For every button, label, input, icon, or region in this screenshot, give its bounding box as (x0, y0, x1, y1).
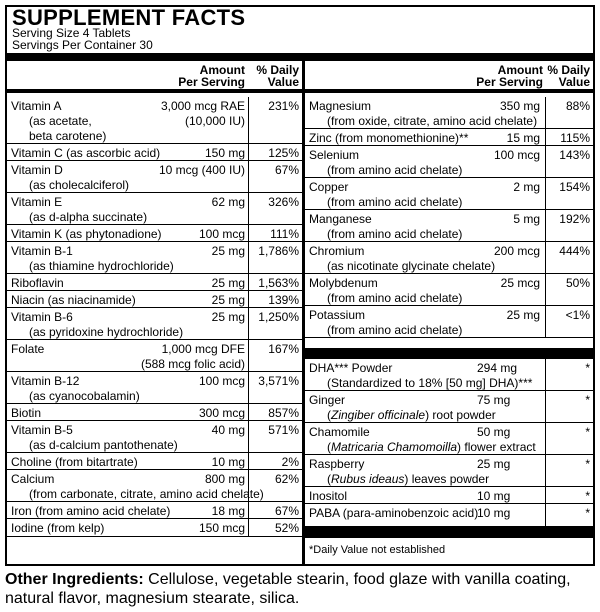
daily-value: * (585, 489, 590, 503)
nutrient-source: (from oxide, citrate, amino acid chelate) (327, 114, 538, 128)
nutrient-name: Selenium (309, 148, 360, 162)
nutrient-source: (from amino acid chelate) (327, 195, 463, 209)
amount-per-serving: 350 mg (499, 99, 540, 113)
source-text: ) root powder (425, 408, 496, 422)
dv-separator (248, 340, 249, 371)
nutrient-row (7, 274, 302, 291)
nutrient-name: PABA (para-aminobenzoic acid) (309, 506, 479, 520)
nutrient-row (305, 504, 593, 527)
nutrient-row (305, 210, 593, 242)
nutrient-name: Calcium (11, 472, 55, 486)
amount-per-serving: 300 mcg (198, 406, 245, 420)
other-ingredients-label: Other Ingredients: (5, 571, 144, 588)
amount-per-serving: 100 mcg (493, 148, 540, 162)
nutrient-name: Molybdenum (309, 276, 378, 290)
nutrient-name: Raspberry (309, 457, 365, 471)
amount-per-serving: 3,000 mcg RAE (160, 99, 245, 113)
nutrient-name: Niacin (as niacinamide) (11, 293, 136, 307)
supplement-facts-panel (5, 5, 595, 566)
nutrient-name: Vitamin B-5 (11, 423, 73, 437)
dv-separator (545, 455, 546, 486)
nutrient-row (7, 502, 302, 519)
dv-separator (248, 291, 249, 307)
botanical-name: Rubus ideaus (331, 472, 405, 486)
nutrient-source: (as cholecalciferol) (29, 178, 130, 192)
nutrient-row (7, 242, 302, 274)
dv-separator (248, 193, 249, 224)
right-nutrient-column (305, 61, 593, 564)
daily-value: 3,571% (258, 374, 299, 388)
nutrient-source: (Rubus ideaus) leaves powder (327, 472, 490, 486)
dv-separator (248, 308, 249, 339)
dv-separator (248, 502, 249, 518)
other-ingredients-text: Cellulose, vegetable stearin, food glaze with vanilla coating, natural flavor, magnesium stearate, silica. (5, 571, 571, 607)
right-column-header (305, 61, 593, 93)
daily-value: * (585, 393, 590, 407)
nutrient-name: Vitamin E (11, 195, 63, 209)
nutrient-row (305, 178, 593, 210)
amount-equivalent: (10,000 IU) (184, 114, 245, 128)
amount-per-serving: 150 mcg (198, 521, 245, 535)
servings-per-container: Servings Per Container 30 (12, 38, 153, 52)
nutrient-name: Vitamin K (as phytonadione) (11, 227, 162, 241)
nutrient-name: Riboflavin (11, 276, 64, 290)
daily-value: 88% (565, 99, 590, 113)
daily-value: 192% (559, 212, 590, 226)
daily-value: 231% (268, 99, 299, 113)
amount-per-serving: 25 mg (211, 310, 245, 324)
left-column-header (7, 61, 302, 93)
dv-separator (545, 487, 546, 503)
amount-equivalent: (588 mcg folic acid) (140, 357, 245, 371)
dv-separator (248, 421, 249, 452)
nutrient-row (7, 97, 302, 144)
dv-separator (545, 242, 546, 273)
nutrient-row (305, 455, 593, 487)
panel-title: SUPPLEMENT FACTS (12, 5, 246, 30)
nutrient-row (7, 340, 302, 372)
nutrient-row (7, 161, 302, 193)
nutrient-source: (Matricaria Chamomoilla) flower extract (327, 440, 536, 454)
nutrient-row (7, 372, 302, 404)
daily-value: 857% (268, 406, 299, 420)
amount-per-serving: 62 mg (211, 195, 245, 209)
nutrient-name: Magnesium (309, 99, 372, 113)
nutrient-name: Chamomile (309, 425, 370, 439)
botanical-name: Matricaria Chamomoilla (331, 440, 458, 454)
daily-value: 444% (559, 244, 590, 258)
amount-per-serving: 40 mg (211, 423, 245, 437)
nutrient-name: Potassium (309, 308, 366, 322)
amount-per-serving: 1,000 mcg DFE (161, 342, 245, 356)
daily-value: 67% (274, 504, 299, 518)
amount-header: Amount Per Serving (178, 63, 245, 89)
daily-value: 111% (270, 227, 299, 241)
nutrient-row (305, 146, 593, 178)
daily-value: 52% (274, 521, 299, 535)
nutrient-row (7, 404, 302, 421)
nutrient-name: Vitamin C (as ascorbic acid) (11, 146, 161, 160)
nutrient-row (7, 519, 302, 537)
nutrient-row (7, 193, 302, 225)
nutrient-row (305, 242, 593, 274)
dv-separator (248, 274, 249, 290)
nutrient-name: Vitamin B-12 (11, 374, 80, 388)
nutrient-row (7, 291, 302, 308)
nutrient-row (305, 129, 593, 146)
dv-separator (545, 146, 546, 177)
nutrient-row (7, 470, 302, 502)
dv-separator (545, 178, 546, 209)
serving-size: Serving Size 4 Tablets (12, 26, 131, 40)
nutrient-row (305, 97, 593, 129)
nutrient-row (7, 308, 302, 340)
nutrient-source: (as d-calcium pantothenate) (29, 438, 178, 452)
amount-per-serving: 5 mg (513, 212, 540, 226)
nutrient-row (7, 453, 302, 470)
nutrient-source: (from carbonate, citrate, amino acid chelate) (29, 487, 264, 501)
nutrient-name: Zinc (from monomethionine)** (309, 131, 469, 145)
bottom-divider-bar (305, 527, 593, 538)
nutrient-name: DHA*** Powder (309, 361, 393, 375)
dv-separator (545, 423, 546, 454)
nutrient-name: Vitamin A (11, 99, 62, 113)
amount-per-serving: 25 mg (506, 308, 540, 322)
source-text: ) leaves powder (404, 472, 490, 486)
source-text: ) flower extract (457, 440, 536, 454)
nutrient-name: Vitamin B-6 (11, 310, 73, 324)
dv-separator (248, 519, 249, 536)
amount-per-serving: 2 mg (513, 180, 540, 194)
dv-separator (545, 359, 546, 390)
dv-separator (545, 210, 546, 241)
dv-separator (248, 225, 249, 241)
dv-separator (545, 274, 546, 305)
nutrient-source: (Zingiber officinale) root powder (327, 408, 496, 422)
top-divider-bar (7, 53, 593, 61)
nutrient-source: (as pyridoxine hydrochloride) (29, 325, 184, 339)
nutrient-name: Folate (11, 342, 45, 356)
footnote: *Daily Value not established (309, 544, 446, 556)
nutrient-row (305, 359, 593, 391)
nutrient-name: Iodine (from kelp) (11, 521, 105, 535)
daily-value: 326% (268, 195, 299, 209)
daily-value: <1% (565, 308, 590, 322)
daily-value: 67% (274, 163, 299, 177)
dv-separator (545, 129, 546, 145)
amount-per-serving: 800 mg (204, 472, 245, 486)
daily-value: 62% (274, 472, 299, 486)
nutrient-row (305, 274, 593, 306)
nutrient-name: Biotin (11, 406, 42, 420)
dv-separator (545, 97, 546, 128)
daily-value: 1,786% (258, 244, 299, 258)
daily-value: 50% (565, 276, 590, 290)
dv-separator (248, 144, 249, 160)
amount-per-serving: 10 mg (477, 489, 511, 503)
nutrient-name: Ginger (309, 393, 346, 407)
other-ingredients (5, 570, 595, 608)
nutrient-source: (as d-alpha succinate) (29, 210, 148, 224)
nutrient-name: Inositol (309, 489, 348, 503)
nutrient-name: Chromium (309, 244, 365, 258)
daily-value: 139% (268, 293, 299, 307)
amount-per-serving: 294 mg (477, 361, 518, 375)
daily-value: * (585, 361, 590, 375)
daily-value: 1,563% (258, 276, 299, 290)
amount-per-serving: 100 mcg (198, 374, 245, 388)
nutrient-source: (as cyanocobalamin) (29, 389, 140, 403)
nutrient-source: (from amino acid chelate) (327, 323, 463, 337)
nutrient-row (7, 144, 302, 161)
nutrient-row (305, 391, 593, 423)
nutrient-name: Copper (309, 180, 349, 194)
daily-value-header: % Daily Value (547, 63, 590, 89)
nutrient-name: Vitamin B-1 (11, 244, 73, 258)
amount-per-serving: 150 mg (204, 146, 245, 160)
daily-value: 143% (559, 148, 590, 162)
daily-value: 115% (560, 131, 590, 145)
dv-separator (545, 391, 546, 422)
left-nutrient-column (7, 61, 302, 564)
amount-per-serving: 10 mcg (400 IU) (158, 163, 245, 177)
nutrient-name: Manganese (309, 212, 372, 226)
amount-per-serving: 25 mg (211, 244, 245, 258)
nutrient-source: (as acetate, (29, 114, 92, 128)
botanical-name: Zingiber officinale (331, 408, 426, 422)
nutrient-row (305, 423, 593, 455)
daily-value-header: % Daily Value (256, 63, 299, 89)
nutrient-source: (as thiamine hydrochloride) (29, 259, 174, 273)
daily-value: 1,250% (258, 310, 299, 324)
daily-value: * (585, 425, 590, 439)
nutrient-name: Choline (from bitartrate) (11, 455, 138, 469)
daily-value: 154% (559, 180, 590, 194)
nutrient-source: (from amino acid chelate) (327, 291, 463, 305)
amount-header: Amount Per Serving (476, 63, 543, 89)
daily-value: 571% (268, 423, 299, 437)
dv-separator (248, 404, 249, 420)
nutrient-source-cont: beta carotene) (29, 129, 107, 143)
amount-per-serving: 100 mcg (198, 227, 245, 241)
nutrient-row (305, 306, 593, 338)
amount-per-serving: 25 mg (211, 276, 245, 290)
nutrient-row (7, 225, 302, 242)
amount-per-serving: 75 mg (477, 393, 511, 407)
mid-divider-bar (305, 348, 593, 359)
dv-separator (248, 453, 249, 469)
dv-separator (248, 372, 249, 403)
amount-per-serving: 200 mcg (493, 244, 540, 258)
daily-value: 167% (268, 342, 299, 356)
daily-value: * (585, 457, 590, 471)
dv-separator (248, 242, 249, 273)
amount-per-serving: 10 mg (477, 506, 511, 520)
daily-value: 2% (281, 455, 299, 469)
dv-separator (248, 97, 249, 143)
daily-value: 125% (268, 146, 299, 160)
daily-value: * (585, 506, 590, 520)
nutrient-source: (from amino acid chelate) (327, 163, 463, 177)
dv-separator (248, 161, 249, 192)
amount-per-serving: 25 mg (477, 457, 511, 471)
dv-separator (545, 306, 546, 337)
nutrient-row (305, 487, 593, 504)
amount-per-serving: 25 mg (211, 293, 245, 307)
amount-per-serving: 25 mcg (500, 276, 540, 290)
nutrient-source: (from amino acid chelate) (327, 227, 463, 241)
nutrient-source: (Standardized to 18% [50 mg] DHA)*** (327, 376, 533, 390)
amount-per-serving: 15 mg (506, 131, 540, 145)
dv-separator (545, 504, 546, 526)
nutrient-name: Iron (from amino acid chelate) (11, 504, 171, 518)
nutrient-source: (as nicotinate glycinate chelate) (327, 259, 496, 273)
amount-per-serving: 18 mg (211, 504, 245, 518)
amount-per-serving: 10 mg (211, 455, 245, 469)
amount-per-serving: 50 mg (477, 425, 511, 439)
nutrient-row (7, 421, 302, 453)
nutrient-name: Vitamin D (11, 163, 63, 177)
